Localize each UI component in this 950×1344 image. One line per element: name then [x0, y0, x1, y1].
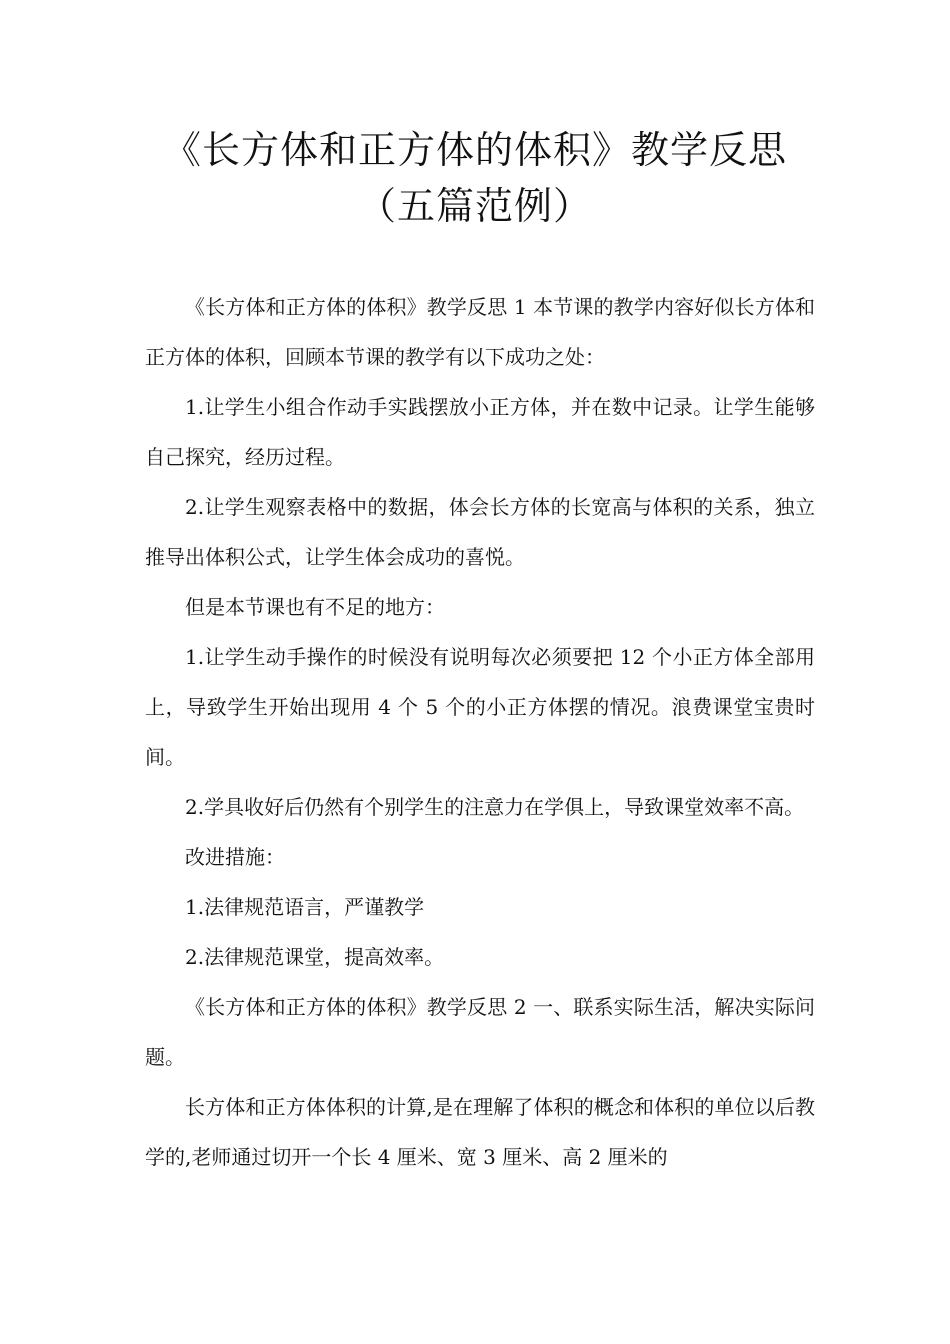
- document-title-line-1: 《长方体和正方体的体积》教学反思: [162, 128, 787, 172]
- paragraph: 《长方体和正方体的体积》教学反思 2 一、联系实际生活，解决实际问题。: [145, 995, 815, 1069]
- paragraph: 1.让学生小组合作动手实践摆放小正方体，并在数中记录。让学生能够自己探究，经历过程。: [145, 395, 815, 469]
- document-title-line-2: （五篇范例）: [357, 184, 592, 228]
- paragraph: 但是本节课也有不足的地方：: [185, 595, 445, 619]
- paragraph: 2.法律规范课堂，提高效率。: [185, 945, 445, 969]
- paragraph: 2.学具收好后仍然有个别学生的注意力在学俱上，导致课堂效率不高。: [185, 795, 805, 819]
- paragraph: 《长方体和正方体的体积》教学反思 1 本节课的教学内容好似长方体和正方体的体积，回顾本节课的教学有以下成功之处：: [145, 295, 815, 369]
- paragraph: 2.让学生观察表格中的数据，体会长方体的长宽高与体积的关系，独立推导出体积公式，让学生体会成功的喜悦。: [145, 495, 815, 569]
- paragraph: 1.法律规范语言，严谨教学: [185, 895, 425, 919]
- paragraph: 1.让学生动手操作的时候没有说明每次必须要把 12 个小正方体全部用上，导致学生开始出现用 4 个 5 个的小正方体摆的情况。浪费课堂宝贵时间。: [145, 645, 815, 769]
- paragraph: 长方体和正方体体积的计算,是在理解了体积的概念和体积的单位以后教学的,老师通过切开一个长 4 厘米、宽 3 厘米、高 2 厘米的: [145, 1095, 815, 1169]
- document-body: [145, 282, 815, 1182]
- paragraph: 改进措施：: [185, 845, 285, 869]
